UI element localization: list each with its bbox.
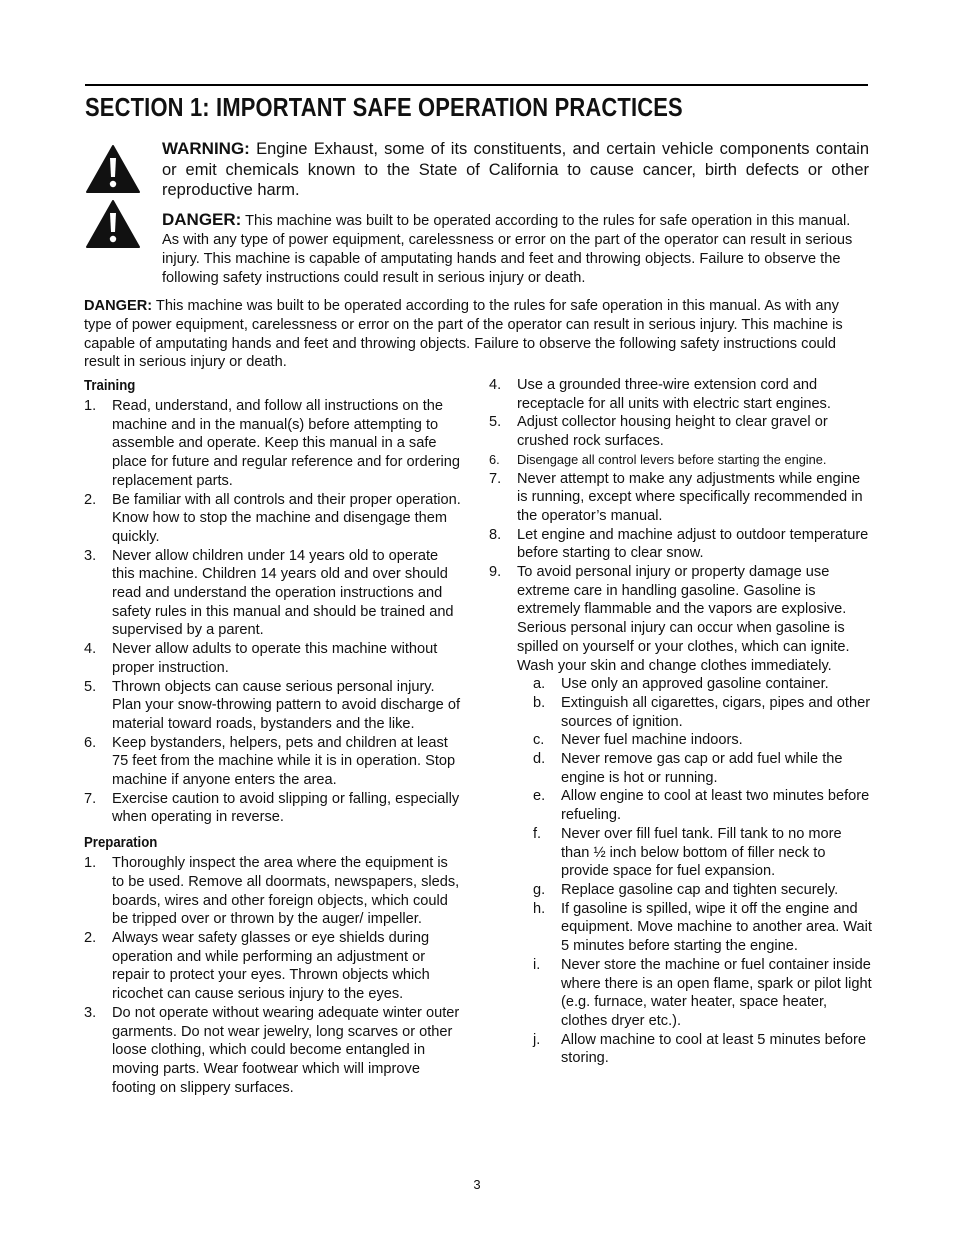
preparation-list-item	[84, 929, 464, 1004]
danger-paragraph	[84, 297, 869, 372]
gasoline-sublist-item	[489, 900, 873, 956]
gasoline-sublist-item	[489, 1031, 873, 1068]
training-list-item	[84, 640, 464, 677]
item-number: 6.	[84, 734, 97, 751]
danger-paragraph-text: This machine was built to be operated according to the rules for safe operation in this manual. As with any type of power equipment, carelessness or error on the part of the operator can result in serious injury. This machine is capable of amputating hands and feet and throwing objects. Failure to observe the following safety instructions could result in serious injury or death.	[84, 298, 843, 371]
item-number: e.	[533, 788, 546, 805]
preparation-list-item	[84, 1004, 464, 1098]
item-text: Let engine and machine adjust to outdoor temperature before starting to clear snow.	[517, 526, 869, 562]
training-list-item	[84, 734, 464, 790]
item-text: Do not operate without wearing adequate winter outer garments. Do not wear jewelry, long scarves or other loose clothing, which could become entangled in moving parts. Wear footwear which will improve footing on slippery surfaces.	[112, 1004, 460, 1096]
section-title: SECTION 1: IMPORTANT SAFE OPERATION PRACTICES	[85, 94, 683, 122]
item-number: h.	[533, 900, 546, 917]
preparation-list-item	[84, 854, 464, 929]
item-text: Allow machine to cool at least 5 minutes before storing.	[561, 1031, 867, 1067]
danger-triangle-icon	[85, 199, 141, 249]
item-text: Use only an approved gasoline container.	[561, 676, 829, 693]
danger-notice	[162, 210, 869, 288]
item-number: i.	[533, 956, 541, 973]
item-number: 4.	[84, 641, 97, 658]
right-column	[489, 376, 873, 1068]
gasoline-sublist-item	[489, 956, 873, 1031]
item-text: Never allow adults to operate this machine without proper instruction.	[112, 641, 438, 676]
item-text: Thrown objects can cause serious personal injury. Plan your snow-throwing pattern to avoid discharge of material toward roads, bystanders and the like.	[112, 678, 461, 732]
item-number: 8.	[489, 526, 502, 543]
warning-triangle-icon	[85, 144, 141, 194]
item-text: If gasoline is spilled, wipe it off the engine and equipment. Move machine to another area. Wait 5 minutes before starting the engine.	[561, 900, 872, 955]
training-list-item	[84, 678, 464, 734]
item-text: Never allow children under 14 years old to operate this machine. Children 14 years old and over should read and understand the operation instructions and safety rules in this manual and should be trained and supervised by a parent.	[112, 547, 454, 639]
item-text: Replace gasoline cap and tighten securely.	[561, 881, 839, 898]
item-number: 5.	[489, 414, 502, 431]
item-number: 2.	[84, 929, 97, 946]
item-number: a.	[533, 676, 546, 693]
training-list	[84, 397, 464, 827]
item-number: f.	[533, 825, 542, 842]
item-number: g.	[533, 881, 546, 898]
item-text: Be familiar with all controls and their proper operation. Know how to stop the machine and disengage them quickly.	[112, 491, 461, 545]
item-text: Keep bystanders, helpers, pets and children at least 75 feet from the machine while it is in operation. Stop machine if anyone enters the area.	[112, 734, 456, 789]
training-list-item	[84, 491, 464, 547]
gasoline-sublist-item	[489, 750, 873, 787]
item-number: 7.	[84, 790, 97, 807]
gasoline-sublist-item	[489, 675, 873, 694]
item-number: 6.	[489, 451, 500, 467]
preparation-list-item	[489, 563, 873, 675]
item-number: 3.	[84, 1004, 97, 1021]
section-rule	[85, 84, 868, 86]
danger-paragraph-label: DANGER:	[84, 298, 153, 314]
item-text: Never store the machine or fuel container inside where there is an open flame, spark or pilot light (e.g. furnace, water heater, space heater, clothes dryer etc.).	[561, 956, 872, 1029]
item-text: Allow engine to cool at least two minutes before refueling.	[561, 788, 870, 824]
item-text: Never over fill fuel tank. Fill tank to no more than ½ inch below bottom of filler neck to provide space for fuel expansion.	[561, 825, 842, 880]
item-number: 2.	[84, 491, 97, 508]
training-list-item	[84, 547, 464, 641]
item-number: 3.	[84, 547, 97, 564]
item-number: 7.	[489, 470, 502, 487]
danger-text: This machine was built to be operated according to the rules for safe operation in this manual. As with any type of power equipment, carelessness or error on the part of the operator can result in serious injury. This machine is capable of amputating hands and feet and throwing objects. Failure to observe the following safety instructions could result in serious injury or death.	[162, 213, 853, 286]
item-text: Extinguish all cigarettes, cigars, pipes and other sources of ignition.	[561, 694, 871, 730]
item-number: b.	[533, 694, 546, 711]
gasoline-sublist-item	[489, 694, 873, 731]
danger-label: DANGER:	[162, 210, 242, 229]
preparation-list-item	[489, 470, 873, 526]
item-text: Never fuel machine indoors.	[561, 732, 743, 749]
preparation-list-item	[489, 451, 873, 470]
item-number: d.	[533, 751, 546, 768]
preparation-heading: Preparation	[84, 834, 158, 852]
item-text: Always wear safety glasses or eye shields during operation and while performing an adjustment or repair to protect your eyes. Thrown objects which ricochet can cause serious injury to the eyes.	[112, 929, 430, 1003]
item-number: 5.	[84, 678, 97, 695]
item-number: 1.	[84, 855, 97, 872]
item-text: Disengage all control levers before starting the engine.	[517, 451, 827, 467]
gasoline-sublist-item	[489, 787, 873, 824]
training-heading: Training	[84, 377, 136, 394]
left-column	[84, 376, 464, 1097]
preparation-list-item	[489, 376, 873, 413]
item-number: 1.	[84, 398, 97, 414]
item-number: 9.	[489, 564, 502, 581]
item-text: Never attempt to make any adjustments while engine is running, except where specifically recommended in the operator’s manual.	[517, 470, 863, 524]
item-text: Never remove gas cap or add fuel while the engine is hot or running.	[561, 751, 843, 786]
gasoline-sublist	[489, 675, 873, 1068]
page-number: 3	[473, 1177, 481, 1192]
gasoline-sublist-item	[489, 881, 873, 900]
item-number: j.	[533, 1031, 541, 1048]
training-list-item	[84, 790, 464, 827]
item-text: To avoid personal injury or property damage use extreme care in handling gasoline. Gasoline is extremely flammable and the vapors are explosive. Serious personal injury can occur when gasoline is spilled on yourself or your clothes, which can ignite. Wash your skin and change clothes immediately.	[517, 564, 850, 674]
training-list-item	[84, 397, 464, 491]
warning-label: WARNING:	[162, 139, 250, 158]
preparation-list	[84, 854, 464, 1097]
item-text: Exercise caution to avoid slipping or falling, especially when operating in reverse.	[112, 790, 460, 826]
item-text: Thoroughly inspect the area where the equipment is to be used. Remove all doormats, newspapers, sleds, boards, wires and other foreign objects, which could be tripped over or thrown by the auger/ impeller.	[112, 855, 460, 928]
item-text: Use a grounded three-wire extension cord and receptacle for all units with electric start engines.	[517, 377, 831, 412]
gasoline-sublist-item	[489, 825, 873, 881]
item-number: c.	[533, 732, 545, 749]
preparation-list-continued	[489, 376, 873, 675]
preparation-list-item	[489, 413, 873, 450]
warning-notice	[162, 139, 869, 201]
item-text: Adjust collector housing height to clear gravel or crushed rock surfaces.	[517, 414, 828, 450]
gasoline-sublist-item	[489, 731, 873, 750]
item-number: 4.	[489, 377, 502, 393]
preparation-list-item	[489, 526, 873, 563]
warning-text: Engine Exhaust, some of its constituents, and certain vehicle components contain or emit chemicals known to the State of California to cause cancer, birth defects or other reproductive harm.	[162, 140, 869, 199]
item-text: Read, understand, and follow all instructions on the machine and in the manual(s) before attempting to assemble and operate. Keep this manual in a safe place for future and regular reference and for ordering replacement parts.	[112, 398, 461, 489]
